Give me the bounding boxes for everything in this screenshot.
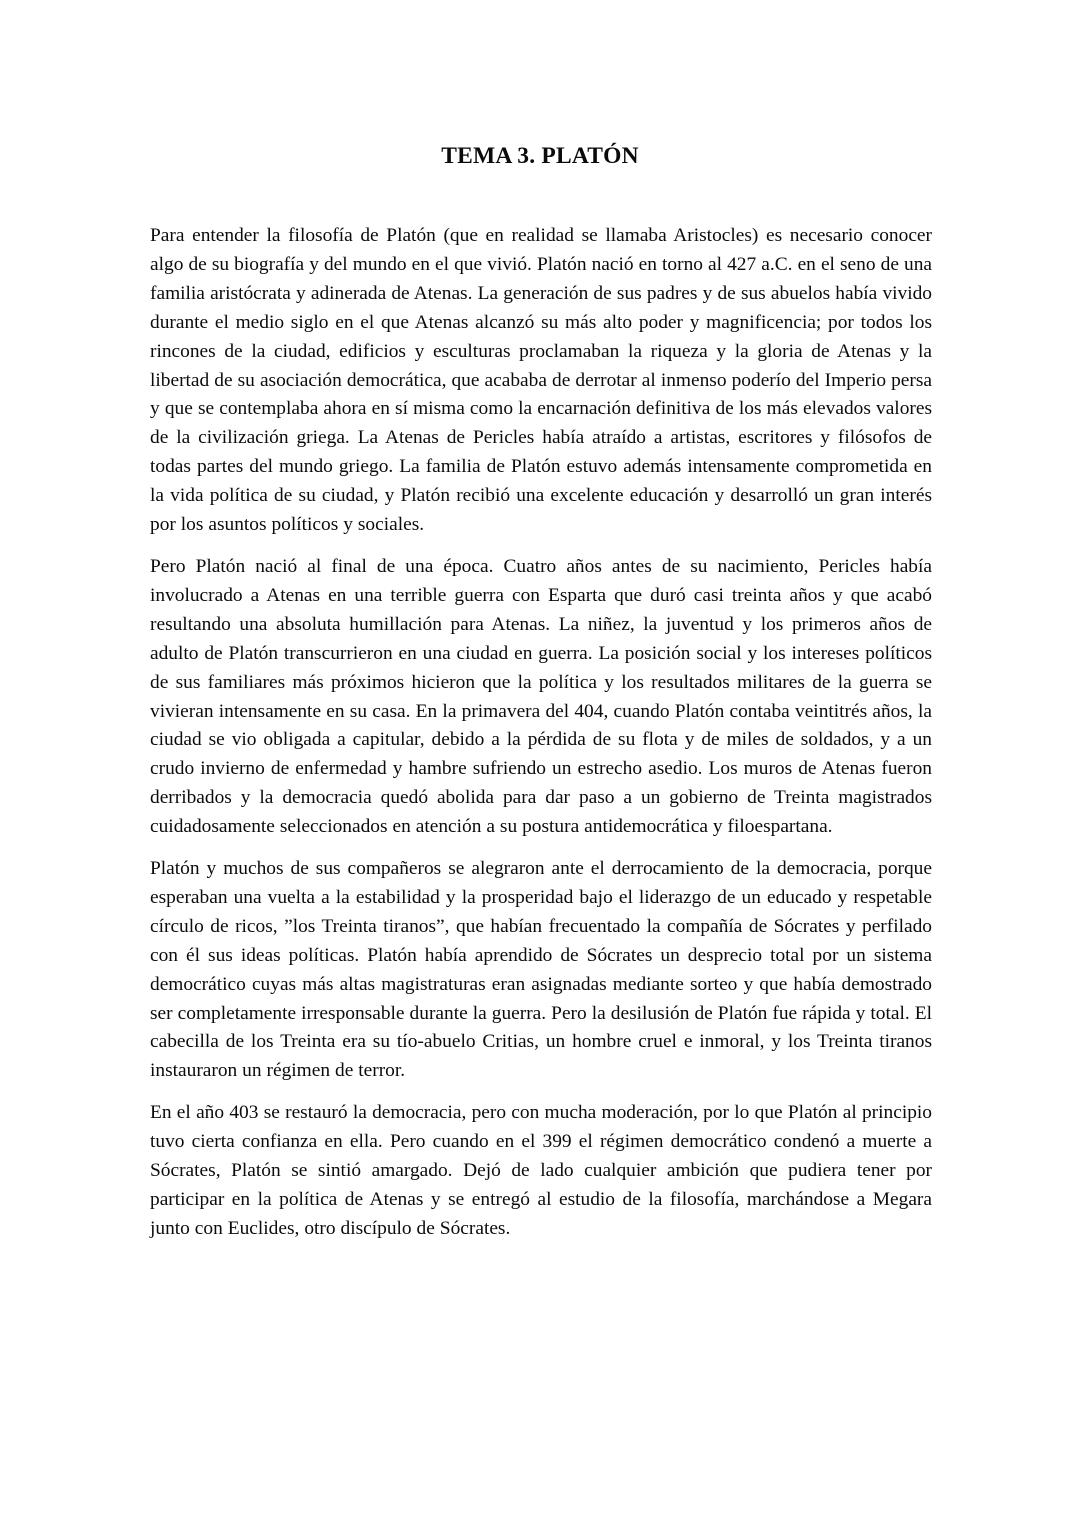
paragraph-1: Para entender la filosofía de Platón (que en realidad se llamaba Aristocles) es necesario conocer algo de su biografía y del mundo en el que vivió. Platón nació en torno al 427 a.C. en el seno de una familia aristócrata y adinerada de Atenas. La generación de sus padres y de sus abuelos había vivido durante el medio siglo en el que Atenas alcanzó su más alto poder y magnificencia; por todos los rincones de la ciudad, edificios y esculturas proclamaban la riqueza y la gloria de Atenas y la libertad de su asociación democrática, que acababa de derrotar al inmenso poderío del Imperio persa y que se contemplaba ahora en sí misma como la encarnación definitiva de los más elevados valores de la civilización griega. La Atenas de Pericles había atraído a artistas, escritores y filósofos de todas partes del mundo griego. La familia de Platón estuvo además intensamente comprometida en la vida política de su ciudad, y Platón recibió una excelente educación y desarrolló un gran interés por los asuntos políticos y sociales. [150, 225, 932, 536]
page-title: TEMA 3. PLATÓN [441, 142, 639, 169]
paragraph-4: En el año 403 se restauró la democracia, pero con mucha moderación, por lo que Platón al principio tuvo cierta confianza en ella. Pero cuando en el 399 el régimen democrático condenó a muerte a Sócrates, Platón se sintió amargado. Dejó de lado cualquier ambición que pudiera tener por participar en la política de Atenas y se entregó al estudio de la filosofía, marchándose a Megara junto con Euclides, otro discípulo de Sócrates. [150, 1102, 932, 1239]
paragraph-2: Pero Platón nació al final de una época. Cuatro años antes de su nacimiento, Pericles había involucrado a Atenas en una terrible guerra con Esparta que duró casi treinta años y que acabó resultando una absoluta humillación para Atenas. La niñez, la juventud y los primeros años de adulto de Platón transcurrieron en una ciudad en guerra. La posición social y los intereses políticos de sus familiares más próximos hicieron que la política y los resultados militares de la guerra se vivieran intensamente en su casa. En la primavera del 404, cuando Platón contaba veintitrés años, la ciudad se vio obligada a capitular, debido a la pérdida de su flota y de miles de soldados, y a un crudo invierno de enfermedad y hambre sufriendo un estrecho asedio. Los muros de Atenas fueron derribados y la democracia quedó abolida para dar paso a un gobierno de Treinta magistrados cuidadosamente seleccionados en atención a su postura antidemocrática y filoespartana. [150, 555, 932, 838]
document-body [150, 222, 932, 1244]
paragraph-3: Platón y muchos de sus compañeros se alegraron ante el derrocamiento de la democracia, porque esperaban una vuelta a la estabilidad y la prosperidad bajo el liderazgo de un educado y respetable círculo de ricos, ”los Treinta tiranos”, que habían frecuentado la compañía de Sócrates y perfilado con él sus ideas políticas. Platón había aprendido de Sócrates un desprecio total por un sistema democrático cuyas más altas magistraturas eran asignadas mediante sorteo y que había demostrado ser completamente irresponsable durante la guerra. Pero la desilusión de Platón fue rápida y total. El cabecilla de los Treinta era su tío-abuelo Critias, un hombre cruel e inmoral, y los Treinta tiranos instauraron un régimen de terror. [150, 858, 932, 1082]
